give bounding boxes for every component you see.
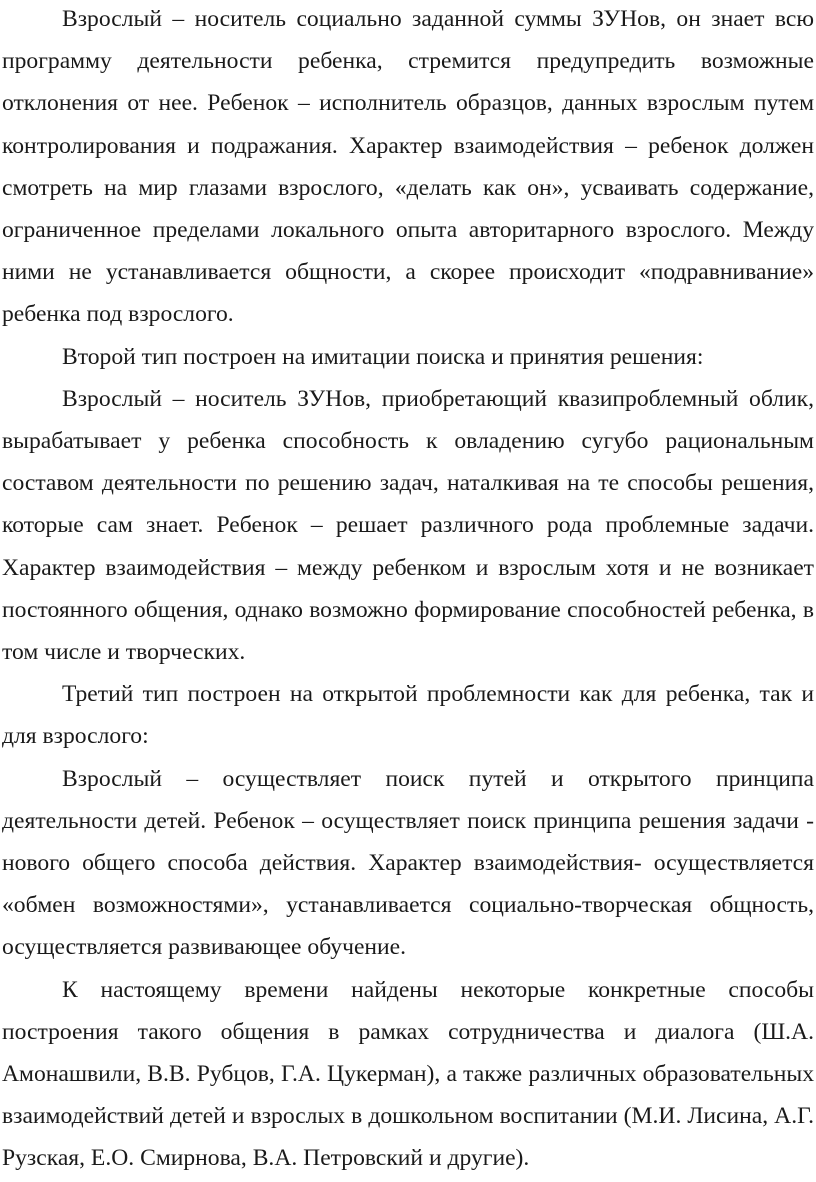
paragraph-cooperation-dialogue: К настоящему времени найдены некоторые конкретные способы построения такого общения в рамках сотрудничества и диалога (Ш.А. Амонашвили, В.В. Рубцов, Г.А. Цукерман), а также различных образовательных взаимодействий детей и взрослых в дошкольном воспитании (М.И. Лисина, А.Г. Рузская, Е.О. Смирнова, В.А. Петровский и другие).: [2, 976, 814, 1172]
paragraph-open-problem: Взрослый – осуществляет поиск путей и открытого принципа деятельности детей. Ребенок – осуществляет поиск принципа решения задачи - нового общего способа действия. Характер взаимодействия- осуществляется «обмен возможностями», устанавливается социально-творческая общность, осуществляется развивающее обучение.: [2, 765, 814, 961]
paragraph-second-type: Второй тип построен на имитации поиска и принятия решения:: [62, 343, 704, 370]
paragraph-quasi-problem: Взрослый – носитель ЗУНов, приобретающий квазипроблемный облик, вырабатывает у ребенка способность к овладению сугубо рациональным составом деятельности по решению задач, наталкивая на те способы решения, которые сам знает. Ребенок – решает различного рода проблемные задачи. Характер взаимодействия – между ребенком и взрослым хотя и не возникает постоянного общения, однако возможно формирование способностей ребенка, в том числе и творческих.: [2, 385, 814, 666]
paragraph-adult-bearer-of-zun: Взрослый – носитель социально заданной суммы ЗУНов, он знает всю программу деятельности ребенка, стремится предупредить возможные отклонения от нее. Ребенок – исполнитель образцов, данных взрослым путем контролирования и подражания. Характер взаимодействия – ребенок должен смотреть на мир глазами взрослого, «делать как он», усваивать содержание, ограниченное пределами локального опыта авторитарного взрослого. Между ними не устанавливается общности, а скорее происходит «подравнивание» ребенка под взрослого.: [2, 6, 814, 328]
paragraph-third-type: Третий тип построен на открытой проблемности как для ребенка, так и для взрослого:: [2, 681, 814, 750]
document-body: [2, 0, 814, 1180]
